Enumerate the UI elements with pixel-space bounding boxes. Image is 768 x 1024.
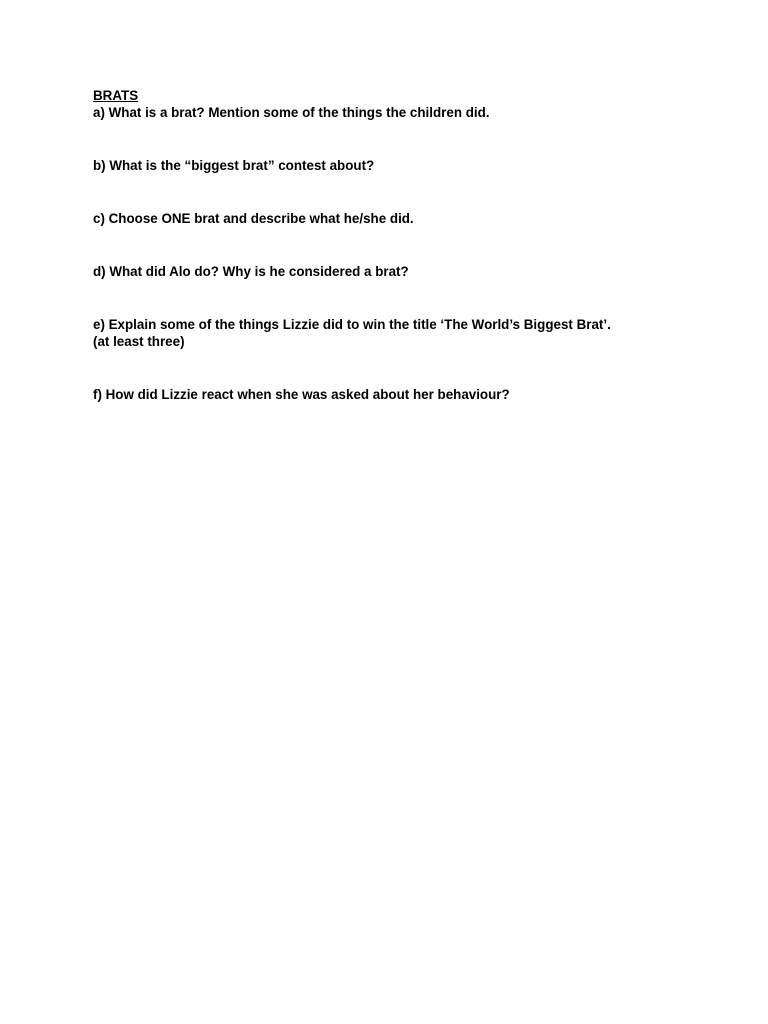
question-e (93, 316, 713, 350)
question-b: b) What is the “biggest brat” contest about? (93, 158, 375, 173)
question-a: a) What is a brat? Mention some of the things the children did. (93, 105, 490, 120)
worksheet-content (93, 87, 713, 403)
question-e-line-1: e) Explain some of the things Lizzie did to win the title ‘The World’s Biggest Brat’. (93, 317, 611, 332)
question-e-line-2: (at least three) (93, 334, 185, 349)
question-d: d) What did Alo do? Why is he considered a brat? (93, 264, 409, 279)
question-c: c) Choose ONE brat and describe what he/she did. (93, 211, 414, 226)
document-title: BRATS (93, 88, 139, 103)
question-f: f) How did Lizzie react when she was asked about her behaviour? (93, 387, 510, 402)
